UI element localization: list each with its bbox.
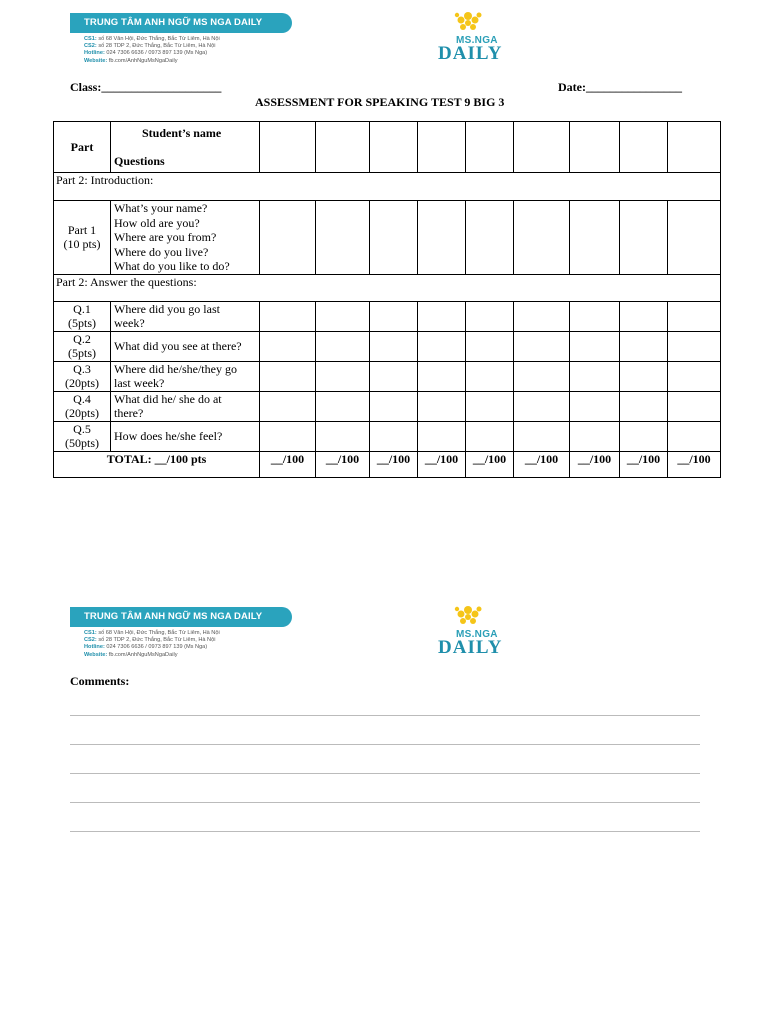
score-cell[interactable] <box>620 331 668 361</box>
question-row <box>54 421 721 451</box>
contact-text: fb.com/AnhNguMsNgaDaily <box>108 651 178 658</box>
score-cell[interactable] <box>260 421 316 451</box>
part1-cell <box>54 201 111 275</box>
question-row <box>54 361 721 391</box>
score-cell[interactable] <box>370 331 418 361</box>
score-cell[interactable] <box>370 201 418 275</box>
page-title: ASSESSMENT FOR SPEAKING TEST 9 BIG 3 <box>255 95 505 109</box>
student-cell[interactable] <box>370 122 418 173</box>
contact-text: 024 7306 6636 / 0973 897 139 (Ms Nga) <box>106 644 208 651</box>
score-cell[interactable] <box>370 361 418 391</box>
total-score[interactable]: __/100 <box>260 451 316 477</box>
score-cell[interactable] <box>668 361 721 391</box>
contact-label: CS2: <box>84 637 97 644</box>
contact-label: CS1: <box>84 36 97 42</box>
contact-label: Website: <box>84 651 108 658</box>
contact-text: 024 7306 6636 / 0973 897 139 (Ms Nga) <box>106 50 208 57</box>
contact-info <box>84 36 220 65</box>
score-cell[interactable] <box>260 331 316 361</box>
score-cell[interactable] <box>316 331 370 361</box>
score-cell[interactable] <box>418 201 466 275</box>
question-line: What did he/ she do at <box>114 391 222 406</box>
question-points: (5pts) <box>68 346 96 360</box>
total-score[interactable]: __/100 <box>316 451 370 477</box>
total-score[interactable]: __/100 <box>370 451 418 477</box>
student-cell[interactable] <box>514 122 570 173</box>
score-cell[interactable] <box>418 361 466 391</box>
question-line: How does he/she feel? <box>114 428 223 443</box>
name-questions-header <box>111 122 260 173</box>
score-cell[interactable] <box>514 331 570 361</box>
question-row <box>54 391 721 421</box>
question-points: (20pts) <box>65 376 99 390</box>
student-cell[interactable] <box>418 122 466 173</box>
question-text <box>111 301 260 331</box>
contact-line <box>84 652 220 659</box>
question-line: What did you see at there? <box>114 338 242 353</box>
student-cell[interactable] <box>316 122 370 173</box>
contact-text: fb.com/AnhNguMsNgaDaily <box>108 57 178 64</box>
score-cell[interactable] <box>316 361 370 391</box>
question-points: (20pts) <box>65 406 99 420</box>
score-cell[interactable] <box>570 201 620 275</box>
question-number <box>54 301 111 331</box>
score-cell[interactable] <box>514 391 570 421</box>
score-cell[interactable] <box>466 391 514 421</box>
score-cell[interactable] <box>316 421 370 451</box>
score-cell[interactable] <box>620 391 668 421</box>
section-row <box>54 274 721 301</box>
question-id: Q.5 <box>73 421 91 436</box>
logo-ms-nga: MS.NGA <box>456 629 498 640</box>
total-score[interactable]: __/100 <box>418 451 466 477</box>
question-points: (5pts) <box>68 316 96 330</box>
score-cell[interactable] <box>620 201 668 275</box>
comment-line[interactable] <box>70 831 700 832</box>
score-cell[interactable] <box>570 391 620 421</box>
contact-label: CS1: <box>84 630 97 636</box>
header-top <box>70 13 520 71</box>
score-cell[interactable] <box>418 301 466 331</box>
score-cell[interactable] <box>466 201 514 275</box>
contact-line <box>84 58 220 65</box>
comment-line[interactable] <box>70 744 700 745</box>
question-line: Where did you go last <box>114 301 220 316</box>
contact-label: Hotline: <box>84 644 105 651</box>
question-number <box>54 391 111 421</box>
score-cell[interactable] <box>570 331 620 361</box>
question-line: Where did he/she/they go <box>114 361 237 376</box>
score-cell[interactable] <box>514 421 570 451</box>
score-cell[interactable] <box>668 421 721 451</box>
question-number <box>54 361 111 391</box>
contact-text: số 28 TDP 2, Đức Thắng, Bắc Từ Liêm, Hà Nội <box>98 637 216 644</box>
score-cell[interactable] <box>668 201 721 275</box>
score-cell[interactable] <box>260 361 316 391</box>
question-number <box>54 331 111 361</box>
assessment-table <box>53 121 721 478</box>
score-cell[interactable] <box>316 301 370 331</box>
contact-info <box>84 630 220 659</box>
score-cell[interactable] <box>570 361 620 391</box>
total-score[interactable]: __/100 <box>514 451 570 477</box>
score-cell[interactable] <box>668 391 721 421</box>
section-answer-label: Part 2: Answer the questions: <box>54 274 721 301</box>
student-cell[interactable] <box>466 122 514 173</box>
score-cell[interactable] <box>620 301 668 331</box>
score-cell[interactable] <box>514 361 570 391</box>
score-cell[interactable] <box>316 201 370 275</box>
score-cell[interactable] <box>316 391 370 421</box>
question-text: Where are you from? <box>114 230 217 244</box>
student-cell[interactable] <box>620 122 668 173</box>
score-cell[interactable] <box>668 301 721 331</box>
question-id: Q.4 <box>73 391 91 406</box>
logo <box>438 604 518 660</box>
section-row <box>54 173 721 201</box>
contact-line <box>84 43 220 50</box>
score-cell[interactable] <box>370 301 418 331</box>
questions-header: Questions <box>114 153 165 168</box>
contact-label: Website: <box>84 57 108 64</box>
student-name-header: Student’s name <box>142 126 222 140</box>
total-score[interactable]: __/100 <box>466 451 514 477</box>
comments-label: Comments: <box>70 674 130 688</box>
score-cell[interactable] <box>466 421 514 451</box>
header-bottom <box>70 607 520 665</box>
score-cell[interactable] <box>418 421 466 451</box>
question-id: Q.3 <box>73 361 91 376</box>
question-row <box>54 301 721 331</box>
part1-points: (10 pts) <box>63 237 101 252</box>
question-line: there? <box>114 406 144 420</box>
total-score[interactable]: __/100 <box>668 451 721 477</box>
score-cell[interactable] <box>260 301 316 331</box>
logo-daily: DAILY <box>438 43 503 64</box>
total-score[interactable]: __/100 <box>620 451 668 477</box>
score-cell[interactable] <box>260 391 316 421</box>
part1-row <box>54 201 721 275</box>
comment-line[interactable] <box>70 773 700 774</box>
question-id: Q.1 <box>73 301 91 316</box>
logo-daily: DAILY <box>438 637 503 658</box>
score-cell[interactable] <box>260 201 316 275</box>
question-number <box>54 421 111 451</box>
part1-questions <box>111 201 260 275</box>
comment-line[interactable] <box>70 715 700 716</box>
score-cell[interactable] <box>370 391 418 421</box>
score-cell[interactable] <box>570 421 620 451</box>
class-field[interactable]: Class:____________________ <box>70 80 222 94</box>
question-text <box>111 331 260 361</box>
question-text: What do you like to do? <box>114 259 230 273</box>
contact-line <box>84 637 220 644</box>
total-row <box>54 451 721 477</box>
date-field[interactable]: Date:________________ <box>558 80 682 94</box>
center-banner: TRUNG TÂM ANH NGỮ MS NGA DAILY <box>70 607 292 627</box>
score-cell[interactable] <box>620 421 668 451</box>
student-cell[interactable] <box>668 122 721 173</box>
contact-line <box>84 50 220 57</box>
logo <box>438 10 518 66</box>
score-cell[interactable] <box>418 331 466 361</box>
question-row <box>54 331 721 361</box>
score-cell[interactable] <box>370 421 418 451</box>
question-text: Where do you live? <box>114 244 209 259</box>
comment-line[interactable] <box>70 802 700 803</box>
question-text <box>111 361 260 391</box>
question-text <box>111 391 260 421</box>
part-header: Part <box>54 122 111 173</box>
contact-text: số 68 Văn Hội, Đức Thắng, Bắc Từ Liêm, Hà Nội <box>98 36 220 42</box>
question-text <box>111 421 260 451</box>
contact-text: số 68 Văn Hội, Đức Thắng, Bắc Từ Liêm, Hà Nội <box>98 630 220 636</box>
question-line: last week? <box>114 376 165 390</box>
score-cell[interactable] <box>570 301 620 331</box>
header-row <box>54 122 721 173</box>
score-cell[interactable] <box>514 201 570 275</box>
center-banner: TRUNG TÂM ANH NGỮ MS NGA DAILY <box>70 13 292 33</box>
total-score[interactable]: __/100 <box>570 451 620 477</box>
question-line: week? <box>114 316 145 330</box>
question-text: What’s your name? <box>114 201 208 215</box>
score-cell[interactable] <box>466 331 514 361</box>
section-intro-label: Part 2: Introduction: <box>54 173 721 201</box>
part1-label: Part 1 <box>67 222 97 237</box>
score-cell[interactable] <box>418 391 466 421</box>
score-cell[interactable] <box>466 361 514 391</box>
contact-text: số 28 TDP 2, Đức Thắng, Bắc Từ Liêm, Hà Nội <box>98 43 216 50</box>
student-cell[interactable] <box>570 122 620 173</box>
question-points: (50pts) <box>65 436 99 450</box>
score-cell[interactable] <box>620 361 668 391</box>
question-text: How old are you? <box>114 215 200 230</box>
score-cell[interactable] <box>514 301 570 331</box>
student-cell[interactable] <box>260 122 316 173</box>
contact-label: Hotline: <box>84 50 105 57</box>
total-label: TOTAL: __/100 pts <box>54 451 260 477</box>
question-id: Q.2 <box>73 331 91 346</box>
score-cell[interactable] <box>668 331 721 361</box>
contact-line <box>84 644 220 651</box>
score-cell[interactable] <box>466 301 514 331</box>
contact-label: CS2: <box>84 43 97 50</box>
logo-ms-nga: MS.NGA <box>456 35 498 46</box>
